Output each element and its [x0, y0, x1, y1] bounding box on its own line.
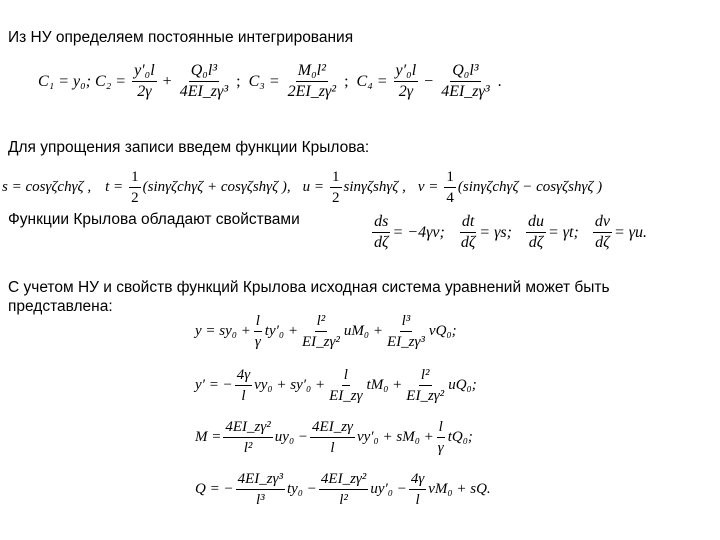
- eq4-frac3: $\frac{4\gamma}{l}$: [410, 471, 425, 508]
- eq2-term1: vy₀ + sy′₀ +: [254, 377, 326, 393]
- c3-frac: $\frac{\text{M₀l²}}{\text{2EI\_zγ²}}$: [287, 62, 337, 100]
- krylov-functions-formula: [2, 168, 602, 207]
- system-eq-2: [195, 366, 477, 405]
- system-eq-3: [195, 418, 473, 457]
- krylov-t-frac: $\frac{1}{2}$: [131, 169, 139, 206]
- system-eq-4: [195, 470, 491, 509]
- krylov-u-frac: $\frac{1}{2}$: [332, 169, 340, 206]
- eq4-term1: ty₀ −: [286, 481, 317, 497]
- eq4-frac1: $\frac{\text{4EI\_zγ³}}{\text{l³}}$: [237, 471, 283, 508]
- du-frac: $\frac{du}{d\zeta}$: [527, 213, 544, 251]
- eq2-term3: uQ₀;: [448, 377, 477, 393]
- eq3-frac2: $\frac{4EI\_z\gamma}{l}$: [312, 419, 353, 456]
- krylov-u-lhs: u =: [302, 179, 325, 195]
- krylov-intro-text: Для упрощения записи введем функции Крылова:: [8, 139, 370, 156]
- krylov-derivatives-formula: [370, 213, 647, 252]
- eq1-term1: ty′₀ +: [264, 323, 298, 339]
- krylov-t-lhs: t =: [105, 179, 124, 195]
- eq1-lhs: y = sy₀ +: [195, 323, 251, 339]
- c4-frac2: $\frac{\text{Q₀l³}}{\text{4EI\_zγ³}}$: [441, 62, 490, 100]
- eq3-lhs: M =: [195, 429, 222, 445]
- system-intro-line1: С учетом НУ и свойств функций Крылова исходная система уравнений может быть: [8, 279, 610, 296]
- eq3-frac1: $\frac{\text{4EI\_zγ²}}{\text{l²}}$: [225, 419, 271, 456]
- eq3-term1: uy₀ −: [274, 429, 309, 445]
- c2-plus: +: [162, 72, 172, 90]
- eq4-lhs: Q = −: [195, 481, 234, 497]
- eq2-frac2: $\frac{l}{EI\_z\gamma}$: [329, 367, 363, 404]
- system-intro-line2: представлена:: [8, 298, 113, 315]
- eq4-term3: vM₀ + sQ.: [428, 481, 491, 497]
- c1-expr: C₁ = y₀;: [38, 72, 92, 90]
- constants-formula: C₁ = y₀; C₂ = $\frac{\text{y′₀l}}{2\gamma}$ + $\frac{\text{Q₀l³}}{\text{4EI\_zγ³}}$ ; C₃ = $\frac{\text{M₀l²}}{\text{2EI\_zγ²}}$ ; C₄ = $\frac{\text{y′₀l}}{2\gamma}$ − $\frac{\text{Q₀l³}}{\text{4EI\_zγ³}}$ .: [38, 62, 502, 100]
- c3-lhs: C₃ =: [248, 72, 280, 90]
- dt-rhs: = γs;: [479, 223, 512, 241]
- eq2-frac3: $\frac{\text{l²}}{\text{EI\_zγ²}}$: [406, 367, 445, 404]
- krylov-v-frac: $\frac{1}{4}$: [446, 169, 454, 206]
- eq3-term2: vy′₀ + sM₀ +: [356, 429, 434, 445]
- eq3-term3: tQ₀;: [447, 429, 473, 445]
- eq1-frac3: $\frac{\text{l³}}{\text{EI\_zγ³}}$: [387, 313, 425, 350]
- c2-frac1: $\frac{\text{y′₀l}}{2\gamma}$: [134, 62, 155, 100]
- c4-lhs: C₄ =: [356, 72, 388, 90]
- krylov-t-body: (sinγζchγζ + cosγζshγζ ),: [142, 179, 291, 195]
- eq1-term3: vQ₀;: [428, 323, 457, 339]
- eq3-frac3: $\frac{l}{\gamma}$: [437, 419, 444, 456]
- dt-frac: $\frac{dt}{d\zeta}$: [460, 213, 476, 251]
- eq4-frac2: $\frac{\text{4EI\_zγ²}}{\text{l²}}$: [320, 471, 367, 508]
- c4-frac1: $\frac{\text{y′₀l}}{2\gamma}$: [395, 62, 417, 100]
- du-rhs: = γt;: [547, 223, 579, 241]
- eq2-frac1: $\frac{4\gamma}{l}$: [236, 367, 251, 404]
- eq2-lhs: y′ = −: [195, 377, 233, 393]
- c2-frac2: $\frac{\text{Q₀l³}}{\text{4EI\_zγ³}}$: [179, 62, 229, 100]
- c4-minus: −: [424, 72, 434, 90]
- krylov-v-body: (sinγζchγζ − cosγζshγζ ): [457, 179, 603, 195]
- krylov-properties-text: Функции Крылова обладают свойствами: [8, 211, 300, 228]
- eq1-frac1: $\frac{l}{\gamma}$: [254, 313, 261, 350]
- intro-text: Из НУ определяем постоянные интегрирования: [8, 29, 354, 46]
- eq4-term2: uy′₀ −: [370, 481, 407, 497]
- eq1-term2: uM₀ +: [343, 323, 383, 339]
- system-eq-1: [195, 312, 457, 351]
- krylov-s: s = cosγζchγζ ,: [2, 179, 92, 195]
- ds-rhs: = −4γv;: [392, 223, 445, 241]
- c2-lhs: C₂ =: [95, 72, 127, 90]
- krylov-u-body: sinγζshγζ ,: [343, 179, 406, 195]
- ds-frac: $\frac{ds}{d\zeta}$: [374, 213, 389, 251]
- krylov-v-lhs: v =: [417, 179, 439, 195]
- dv-frac: $\frac{dv}{d\zeta}$: [594, 213, 610, 251]
- eq2-term2: tM₀ +: [366, 377, 403, 393]
- eq1-frac2: $\frac{\text{l²}}{\text{EI\_zγ²}}$: [302, 313, 340, 350]
- dv-rhs: = γu.: [613, 223, 648, 241]
